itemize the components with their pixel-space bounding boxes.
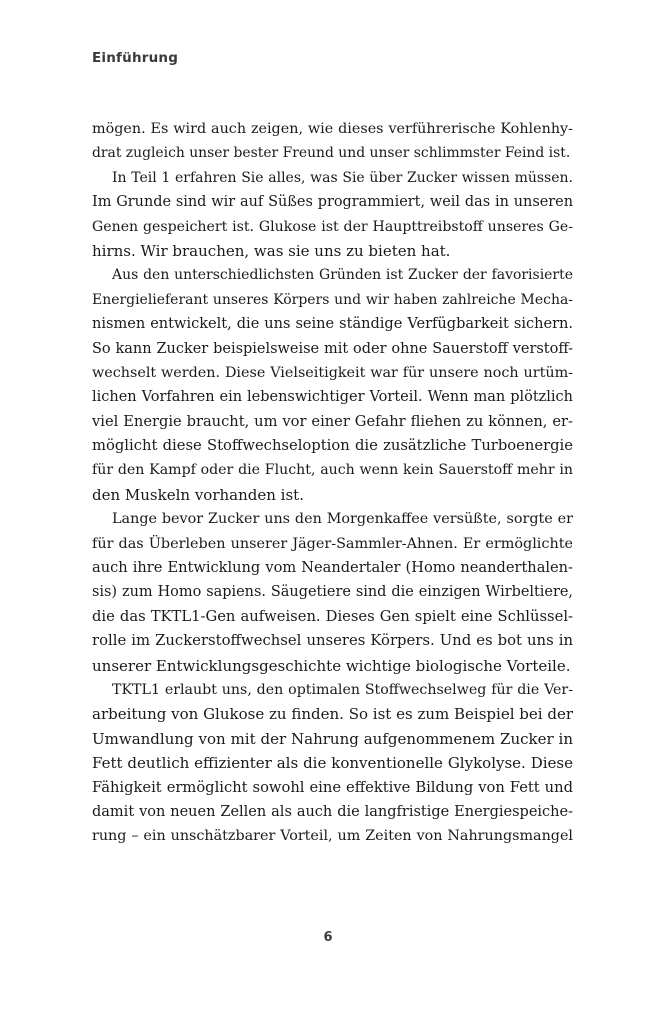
text-line: den Muskeln vorhanden ist. [92, 485, 304, 504]
text-line: wechselt werden. Diese Vielseitigkeit war für unsere noch urtüm- [92, 364, 573, 381]
text-line: die das TKTL1-Gen aufweisen. Dieses Gen spielt eine Schlüssel- [92, 607, 573, 625]
text-line: nismen entwickelt, die uns seine ständige Verfügbarkeit sichern. [92, 316, 573, 333]
text-line: sis) zum Homo sapiens. Säugetiere sind die einzigen Wirbeltiere, [92, 584, 573, 601]
text-line: Energielieferant unseres Körpers und wir haben zahlreiche Mecha- [92, 291, 573, 308]
text-line: möglicht diese Stoffwechseloption die zusätzliche Turboenergie [92, 437, 573, 455]
text-line: rolle im Zuckerstoffwechsel unseres Körpers. Und es bot uns in [92, 632, 573, 650]
text-line: damit von neuen Zellen als auch die langfristige Energiespeiche- [92, 803, 573, 820]
body-text [92, 117, 573, 849]
text-line: für den Kampf oder die Flucht, auch wenn kein Sauerstoff mehr in [92, 462, 573, 479]
text-line: auch ihre Entwicklung vom Neandertaler (Homo neanderthalen- [92, 559, 573, 577]
text-line: drat zugleich unser bester Freund und unser schlimmster Feind ist. [92, 145, 571, 162]
text-line: viel Energie braucht, um vor einer Gefahr fliehen zu können, er- [92, 412, 573, 430]
paragraph [92, 507, 573, 678]
text-line: Aus den unterschiedlichsten Gründen ist Zucker der favorisierte [112, 267, 573, 284]
text-line: rung – ein unschätzbarer Vorteil, um Zeiten von Nahrungsmangel [92, 828, 573, 845]
text-line: Im Grunde sind wir auf Süßes programmiert, weil das in unseren [92, 194, 573, 211]
text-line: TKTL1 erlaubt uns, den optimalen Stoffwechselweg für die Ver- [112, 681, 573, 698]
paragraph [92, 117, 573, 166]
text-line: So kann Zucker beispielsweise mit oder ohne Sauerstoff verstoff- [92, 340, 573, 357]
text-line: arbeitung von Glukose zu finden. So ist es zum Beispiel bei der [92, 705, 573, 724]
text-line: Lange bevor Zucker uns den Morgenkaffee versüßte, sorgte er [112, 511, 573, 528]
page-number: 6 [323, 930, 333, 945]
text-line: Fähigkeit ermöglicht sowohl eine effektive Bildung von Fett und [92, 778, 573, 796]
running-head: Einführung [92, 50, 179, 66]
text-line: In Teil 1 erfahren Sie alles, was Sie über Zucker wissen müssen. [112, 169, 573, 186]
paragraph [92, 166, 573, 264]
text-line: hirns. Wir brauchen, was sie uns zu bieten hat. [92, 241, 451, 260]
text-line: mögen. Es wird auch zeigen, wie dieses verführerische Kohlenhy- [92, 121, 573, 137]
text-line: unserer Entwicklungsgeschichte wichtige biologische Vorteile. [92, 656, 571, 675]
paragraph [92, 263, 573, 507]
text-line: für das Überleben unserer Jäger-Sammler-Ahnen. Er ermöglichte [92, 535, 573, 552]
text-line: Umwandlung von mit der Nahrung aufgenommenem Zucker in [92, 729, 573, 748]
text-line: lichen Vorfahren ein lebenswichtiger Vorteil. Wenn man plötzlich [92, 389, 573, 406]
text-line: Genen gespeichert ist. Glukose ist der Haupttreibstoff unseres Ge- [92, 218, 573, 235]
paragraph [92, 678, 573, 849]
text-line: Fett deutlich effizienter als die konventionelle Glykolyse. Diese [92, 754, 573, 773]
